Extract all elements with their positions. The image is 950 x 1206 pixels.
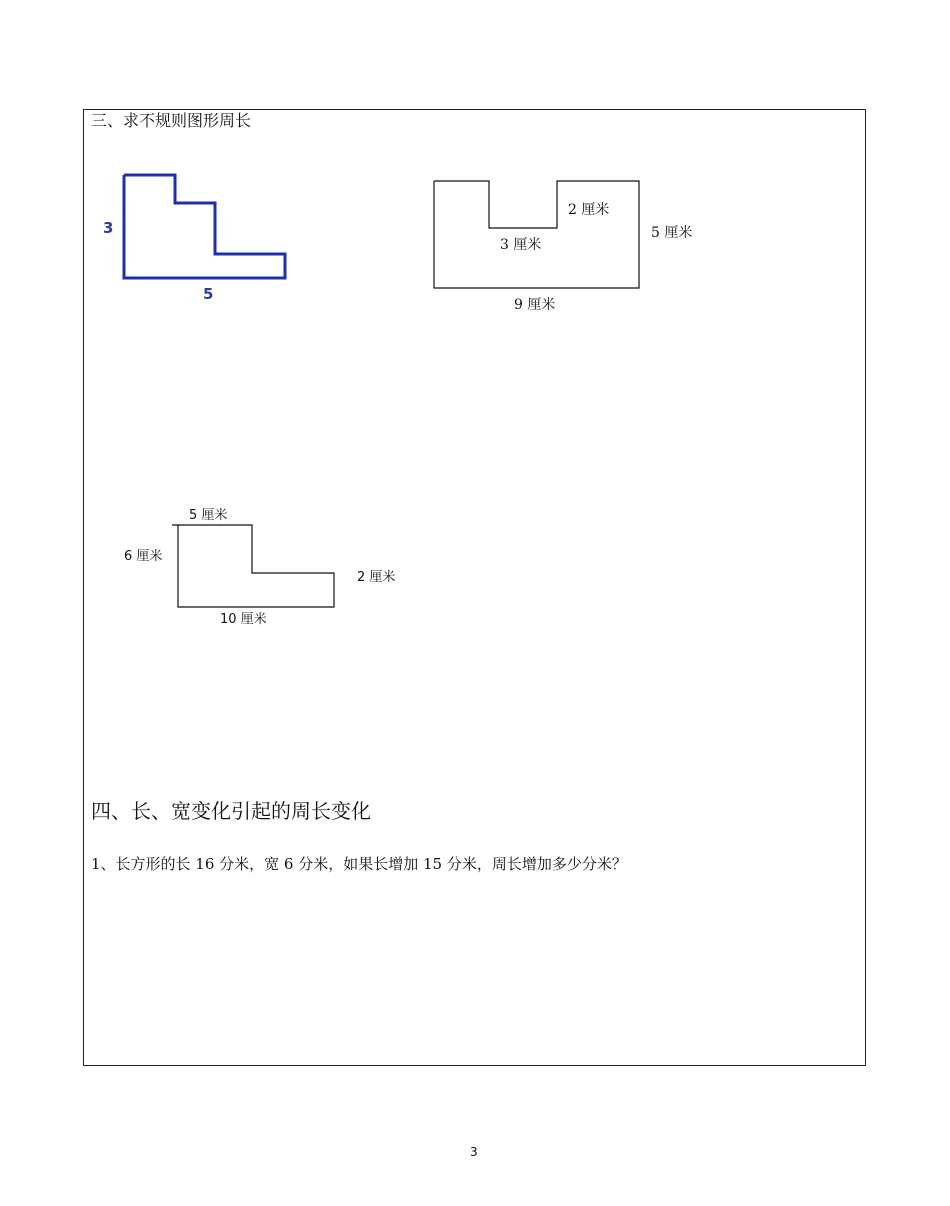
- figure-1-height-label: 3: [103, 219, 114, 237]
- figure-2-width-label: 9 厘米: [514, 297, 556, 313]
- figure-2-notch-depth-label: 2 厘米: [568, 202, 610, 218]
- figure-3-left-label: 6 厘米: [124, 549, 163, 564]
- question-1-text: 1、长方形的长 16 分米，宽 6 分米，如果长增加 15 分米，周长增加多少分米？: [91, 855, 627, 873]
- figure-3-bottom-label: 10 厘米: [220, 612, 267, 627]
- figure-1-width-label: 5: [203, 285, 214, 303]
- page-number: 3: [470, 1145, 478, 1159]
- worksheet-frame: [83, 109, 866, 1066]
- figure-3-top-label: 5 厘米: [189, 508, 228, 523]
- section-4-title: 四、长、宽变化引起的周长变化: [91, 799, 371, 823]
- section-3-title: 三、求不规则图形周长: [91, 111, 252, 130]
- figure-2-notch-width-label: 3 厘米: [500, 237, 542, 253]
- figure-2-height-label: 5 厘米: [651, 225, 693, 241]
- figure-3-right-label: 2 厘米: [357, 570, 396, 585]
